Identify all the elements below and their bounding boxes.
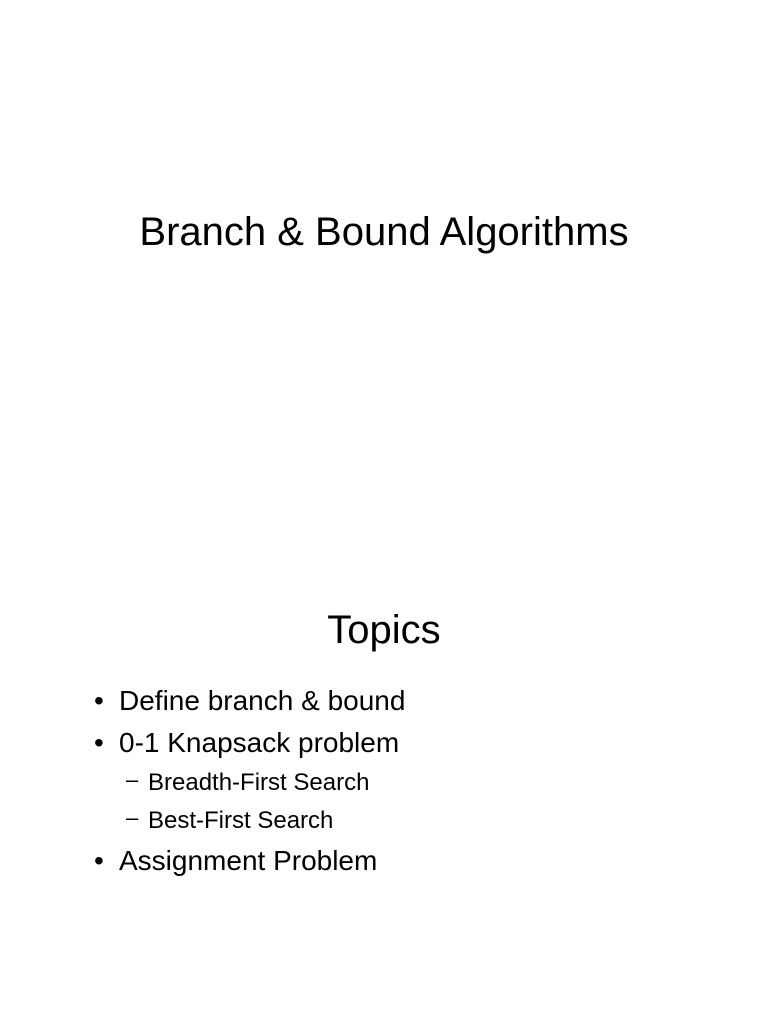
topics-slide	[0, 512, 768, 1024]
bullet-item	[0, 726, 405, 768]
slide-title: Branch & Bound Algorithms	[139, 210, 629, 254]
bullet-text: Define branch & bound	[119, 685, 406, 716]
slide-title: Topics	[327, 608, 441, 652]
bullet-marker-icon: •	[94, 727, 104, 758]
dash-marker-icon: –	[126, 767, 139, 792]
bullet-item	[0, 684, 405, 726]
sub-bullet-text: Breadth-First Search	[148, 769, 370, 796]
bullet-marker-icon: •	[94, 845, 104, 876]
sub-bullet-item	[0, 806, 405, 844]
bullet-text: 0-1 Knapsack problem	[119, 727, 400, 758]
bullet-text: Assignment Problem	[119, 845, 378, 876]
bullet-list	[0, 684, 405, 886]
sub-bullet-text: Best-First Search	[148, 807, 334, 834]
bullet-marker-icon: •	[94, 685, 104, 716]
dash-marker-icon: –	[126, 805, 139, 830]
sub-bullet-item	[0, 768, 405, 806]
bullet-item	[0, 844, 405, 886]
